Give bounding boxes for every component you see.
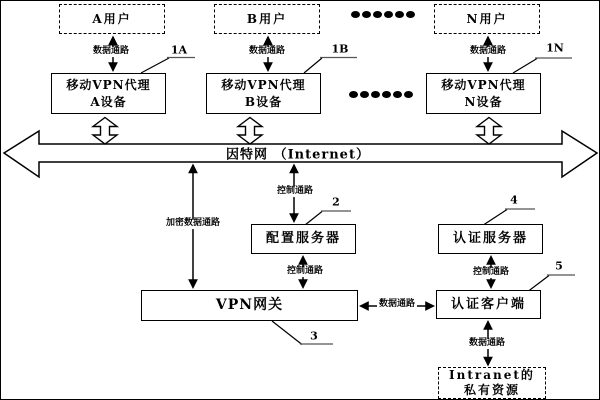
auth-client-label: 认证客户端	[450, 296, 526, 312]
ref-1b: 1B	[331, 42, 349, 56]
auth-server-label: 认证服务器	[452, 231, 528, 247]
ref-2: 2	[332, 195, 340, 209]
vpn-proxy-b-line2: B设备	[244, 94, 283, 109]
intranet-line1: Intranet的	[449, 368, 535, 382]
ref-1a: 1A	[170, 43, 188, 57]
vpn-proxy-n-line2: N设备	[464, 94, 503, 109]
dot	[371, 91, 380, 98]
vpn-gateway-box	[141, 290, 358, 321]
data-path-label-a: 数据通路	[92, 46, 130, 57]
control-path-label-config-gateway: 控制通路	[286, 266, 324, 277]
dot	[382, 91, 391, 98]
control-path-label-authserver-client: 控制通路	[472, 267, 510, 278]
dot	[393, 91, 402, 98]
hollow-arrow-proxy-b-internet	[238, 118, 262, 145]
auth-server-box	[438, 224, 543, 254]
ref-5: 5	[555, 259, 563, 273]
vpn-gateway-label: VPN网关	[215, 297, 284, 314]
user-a-box	[59, 4, 165, 34]
ref-line-1a	[141, 58, 169, 73]
dot	[406, 11, 415, 18]
vpn-proxy-b-box	[206, 73, 321, 114]
user-n-label: N用户	[466, 11, 508, 26]
ref-1n: 1N	[546, 41, 564, 55]
dot	[373, 11, 382, 18]
data-path-label-n: 数据通路	[469, 46, 507, 57]
dot	[349, 91, 358, 98]
vpn-proxy-a-line2: A设备	[90, 94, 127, 109]
vpn-proxy-n-box	[426, 73, 541, 114]
user-b-box	[214, 4, 320, 34]
dot	[360, 91, 369, 98]
user-a-label: A用户	[92, 11, 132, 26]
ellipsis-dots-middle	[349, 91, 413, 98]
ref-line-3	[272, 321, 302, 345]
ref-line-1n	[513, 59, 537, 74]
ref-line-1b	[304, 58, 322, 73]
dot	[404, 91, 413, 98]
data-path-label-client-intranet: 数据通路	[468, 338, 506, 349]
ref-3: 3	[310, 329, 318, 343]
auth-client-box	[436, 290, 541, 319]
dot	[362, 11, 371, 18]
user-n-box	[434, 4, 540, 34]
ref-4: 4	[510, 193, 518, 207]
dot	[395, 11, 404, 18]
vpn-proxy-a-line1: 移动VPN代理	[66, 78, 151, 93]
encrypted-data-path-label: 加密数据通路	[165, 218, 221, 229]
hollow-arrow-proxy-n-internet	[477, 118, 501, 145]
dot	[351, 11, 360, 18]
config-server-label: 配置服务器	[265, 231, 341, 247]
data-path-label-b: 数据通路	[248, 46, 286, 57]
config-server-box	[251, 224, 356, 254]
vpn-proxy-a-box	[51, 73, 166, 114]
data-path-label-gateway-client: 数据通路	[378, 299, 416, 310]
intranet-line2: 私有资源	[463, 383, 520, 397]
vpn-proxy-b-line1: 移动VPN代理	[221, 78, 306, 93]
user-b-label: B用户	[246, 11, 288, 26]
dot	[384, 11, 393, 18]
internet-label: 因特网 （Internet）	[226, 147, 370, 163]
intranet-resources-box	[438, 367, 546, 399]
control-path-label-internet-config: 控制通路	[276, 186, 314, 197]
ellipsis-dots-top	[351, 11, 415, 18]
hollow-arrow-proxy-a-internet	[93, 118, 117, 145]
vpn-proxy-n-line1: 移动VPN代理	[441, 78, 526, 93]
